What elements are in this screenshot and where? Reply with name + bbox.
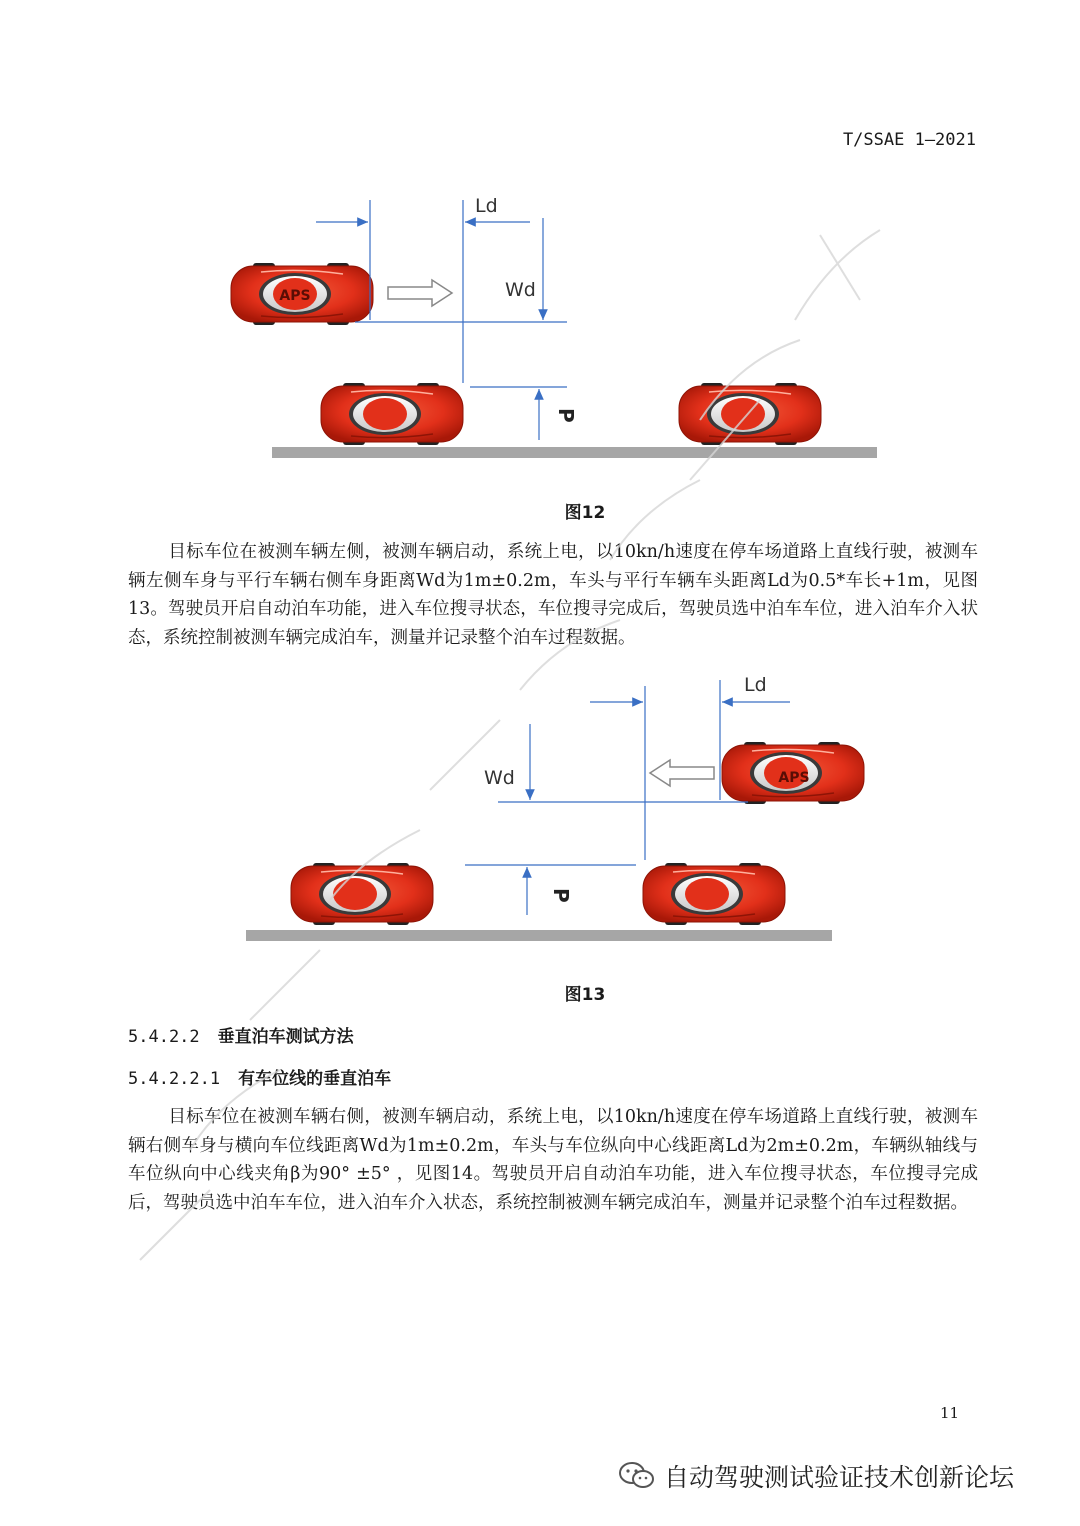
page-number: 11: [940, 1404, 960, 1422]
wechat-icon: [618, 1461, 658, 1497]
direction-arrow-icon: [650, 760, 714, 786]
parked-car-left: [321, 383, 463, 445]
footer-account[interactable]: [618, 1458, 1014, 1497]
figure-13-caption: 图13: [564, 985, 606, 1005]
parked-car-left: [291, 863, 433, 925]
section-number: 5.4.2.2: [128, 1027, 200, 1047]
footer-account-name: 自动驾驶测试验证技术创新论坛: [664, 1463, 1015, 1492]
document-id: T/SSAE 1—2021: [842, 130, 976, 150]
parked-car-right: [643, 863, 785, 925]
body-paragraph-2: 目标车位在被测车辆右侧，被测车辆启动，系统上电，以10kn/h速度在停车场道路上直线行驶，被测车辆右侧车身与横向车位线距离Wd为1m±0.2m，车头与车位纵向中心线距离Ld为2m±0.2m，车辆纵轴线与车位纵向中心线夹角β为90° ±5° ，见图14。驾驶员开启自动泊车功能，进入车位搜寻状态，车位搜寻完成后，驾驶员选中泊车车位，进入泊车介入状态，系统控制被测车辆完成泊车，测量并记录整个泊车过程数据。: [128, 1107, 978, 1213]
figure-12: [231, 195, 877, 458]
road-bar: [272, 447, 877, 458]
parked-car-right: [679, 383, 821, 445]
wd-label: Wd: [484, 767, 515, 789]
section-title: 垂直泊车测试方法: [217, 1027, 354, 1047]
body-paragraph-1: 目标车位在被测车辆左侧，被测车辆启动，系统上电，以10kn/h速度在停车场道路上直线行驶，被测车辆左侧车身与平行车辆右侧车身距离Wd为1m±0.2m，车头与平行车辆车头距离Ld为0.5*车长+1m，见图13。驾驶员开启自动泊车功能，进入车位搜寻状态，车位搜寻完成后，驾驶员选中泊车车位，进入泊车介入状态，系统控制被测车辆完成泊车，测量并记录整个泊车过程数据。: [128, 542, 978, 648]
section-title: 有车位线的垂直泊车: [238, 1069, 392, 1089]
road-bar: [246, 930, 832, 941]
figure-12-caption: 图12: [564, 503, 606, 523]
p-label: P: [554, 408, 578, 423]
figure-13: [246, 674, 864, 941]
direction-arrow-icon: [388, 280, 452, 306]
section-heading-5-4-2-2-1: [128, 1064, 391, 1089]
wd-label: Wd: [505, 279, 536, 301]
p-label: P: [549, 888, 573, 903]
section-heading-5-4-2-2: [128, 1022, 354, 1047]
car-label: APS: [279, 288, 311, 304]
section-number: 5.4.2.2.1: [128, 1069, 221, 1089]
car-label: APS: [778, 770, 810, 786]
ld-label: Ld: [475, 195, 498, 217]
ld-label: Ld: [744, 674, 767, 696]
